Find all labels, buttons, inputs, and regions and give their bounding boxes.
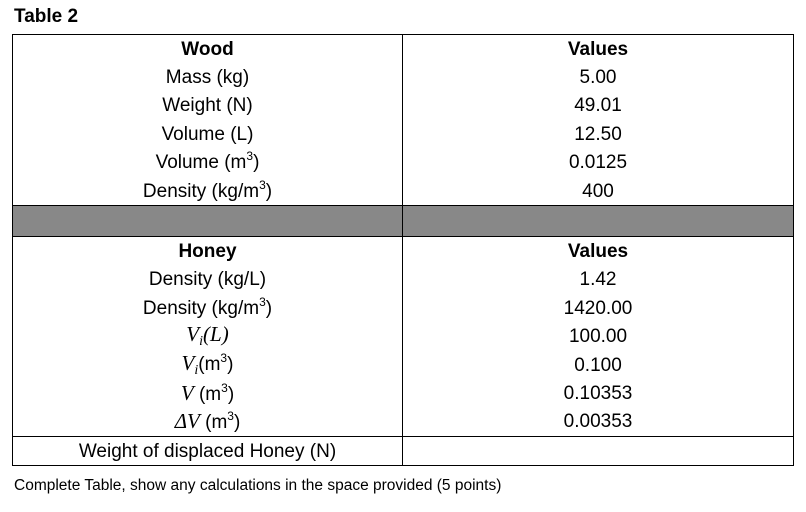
honey-header-values: Values <box>403 237 794 266</box>
row-value: 1.42 <box>403 266 794 294</box>
superscript: 3 <box>221 380 228 395</box>
row-value: 1420.00 <box>403 294 794 322</box>
row-value: 400 <box>403 177 794 206</box>
table-row <box>13 408 794 437</box>
table-row <box>13 177 794 206</box>
row-value: 5.00 <box>403 63 794 91</box>
math-variable: V <box>181 350 195 375</box>
data-table <box>12 34 794 466</box>
table-row <box>13 437 794 466</box>
wood-header-values: Values <box>403 35 794 64</box>
row-label <box>13 323 403 351</box>
row-label: Mass (kg) <box>13 63 403 91</box>
label-text: ) <box>253 152 260 174</box>
table-footnote: Complete Table, show any calculations in the space provided (5 points) <box>14 477 502 494</box>
row-value: 100.00 <box>403 323 794 351</box>
math-unit: (L) <box>203 322 229 347</box>
table-title: Table 2 <box>14 6 79 27</box>
table-row <box>13 63 794 91</box>
row-value: 49.01 <box>403 92 794 120</box>
label-text: ) <box>227 383 235 405</box>
label-text: Volume (m <box>155 152 247 174</box>
table-row <box>13 266 794 294</box>
table-row <box>13 294 794 322</box>
label-text: Density (kg/m <box>142 297 260 319</box>
superscript: 3 <box>259 177 266 192</box>
superscript: 3 <box>220 350 228 365</box>
row-label: Density (kg/L) <box>13 266 403 294</box>
row-label <box>13 294 403 322</box>
label-text: (m <box>199 412 228 434</box>
table-row <box>13 120 794 148</box>
row-value: 0.0125 <box>403 149 794 177</box>
label-text: ) <box>265 297 273 319</box>
separator-cell <box>13 206 403 237</box>
honey-header-label: Honey <box>13 237 403 266</box>
label-text: ) <box>265 180 273 202</box>
superscript: 3 <box>246 149 254 164</box>
superscript: 3 <box>259 294 266 309</box>
separator-row <box>13 206 794 237</box>
row-value: 0.10353 <box>403 379 794 407</box>
row-value: 0.00353 <box>403 408 794 437</box>
math-subscript: i <box>199 334 204 350</box>
wood-header-label: Wood <box>13 35 403 64</box>
label-text: ) <box>233 412 241 434</box>
row-label <box>13 149 403 177</box>
math-variable: V <box>186 322 200 347</box>
separator-cell <box>403 206 794 237</box>
table-row <box>13 92 794 120</box>
table-row <box>13 149 794 177</box>
row-value: 12.50 <box>403 120 794 148</box>
label-text: ) <box>227 353 234 375</box>
row-label: Weight of displaced Honey (N) <box>13 437 403 466</box>
row-label: Volume (L) <box>13 120 403 148</box>
row-value: 0.100 <box>403 351 794 379</box>
wood-header-row <box>13 35 794 64</box>
math-variable: ΔV <box>174 409 200 434</box>
superscript: 3 <box>227 409 234 424</box>
label-text: (m <box>193 383 222 405</box>
honey-header-row <box>13 237 794 266</box>
math-subscript: i <box>194 362 199 378</box>
row-label <box>13 379 403 407</box>
row-label <box>13 408 403 437</box>
table-row <box>13 351 794 379</box>
table-row <box>13 323 794 351</box>
table-row <box>13 379 794 407</box>
answer-cell[interactable] <box>403 437 794 466</box>
row-label: Weight (N) <box>13 92 403 120</box>
row-label <box>13 351 403 379</box>
row-label <box>13 177 403 206</box>
math-variable: V <box>180 380 194 405</box>
label-text: (m <box>198 353 221 375</box>
label-text: Density (kg/m <box>142 180 260 202</box>
